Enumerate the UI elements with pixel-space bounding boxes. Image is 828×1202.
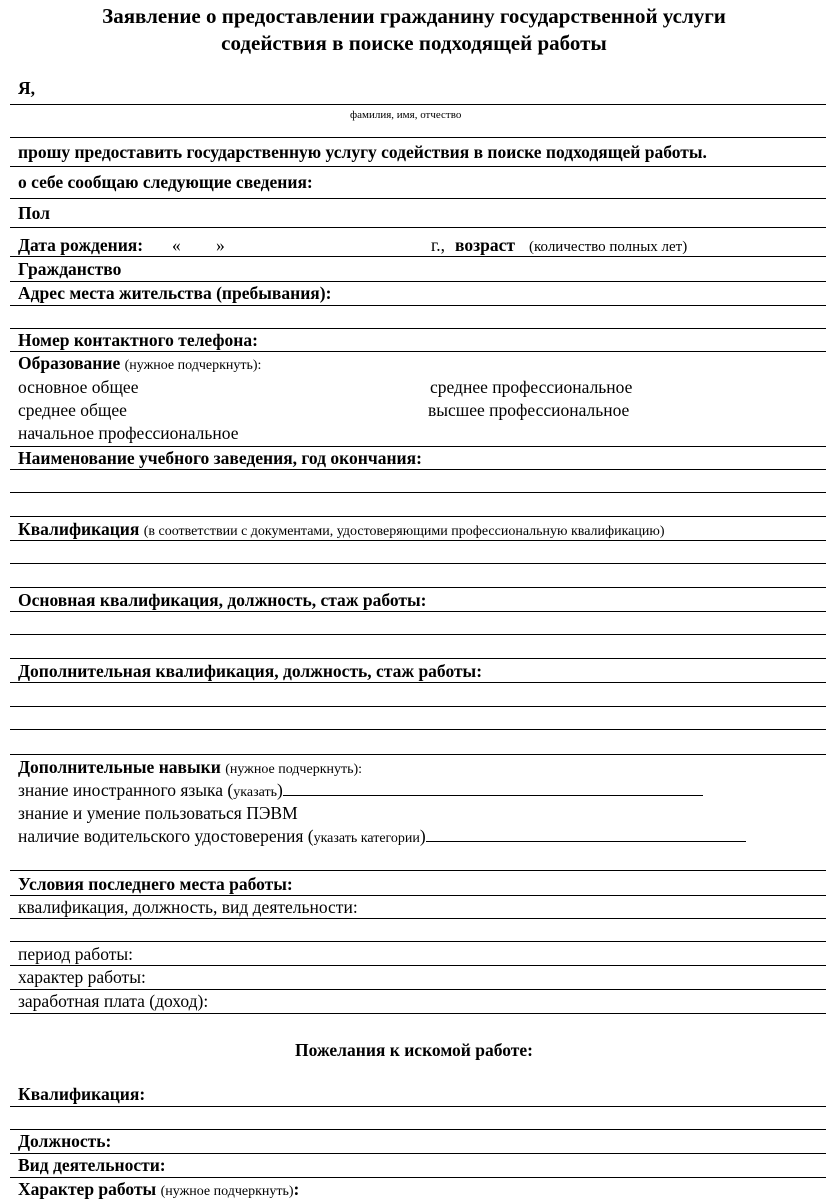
last-job-qualification: квалификация, должность, вид деятельности: [18, 897, 358, 917]
quote-close: » [216, 235, 225, 255]
gender-label: Пол [18, 203, 50, 223]
wish-activity-label: Вид деятельности: [18, 1155, 166, 1175]
additional-qualification-label: Дополнительная квалификация, должность, стаж работы: [18, 661, 483, 681]
address-label: Адрес места жительства (пребывания): [18, 283, 332, 303]
last-job-label: Условия последнего места работы: [18, 874, 293, 894]
last-job-qualification-line-2[interactable] [10, 941, 826, 942]
phone-field-line[interactable] [10, 351, 826, 352]
institution-label: Наименование учебного заведения, год окончания: [18, 448, 422, 468]
last-job-period: период работы: [18, 944, 133, 964]
address-field-line[interactable] [10, 305, 826, 306]
education-hint: (нужное подчеркнуть): [124, 358, 262, 373]
citizenship-field-line[interactable] [10, 281, 826, 282]
additional-qualification-field-line[interactable] [10, 682, 826, 683]
last-job-nature-line[interactable] [10, 989, 826, 990]
qualification-heading [18, 519, 665, 542]
wish-qualification-label: Квалификация: [18, 1084, 146, 1104]
driver-categories-input-line[interactable] [426, 827, 746, 842]
qualification-field-line-2[interactable] [10, 563, 826, 564]
last-job-period-line[interactable] [10, 965, 826, 966]
wishes-header: Пожелания к искомой работе: [295, 1040, 533, 1060]
qualification-hint: (в соответствии с документами, удостоверяющими профессиональную квалификацию) [143, 524, 665, 539]
additional-qualification-field-line-2[interactable] [10, 706, 826, 707]
institution-field-line[interactable] [10, 469, 826, 470]
additional-qualification-field-line-3[interactable] [10, 729, 826, 730]
wish-position-label: Должность: [18, 1131, 112, 1151]
ya-label: Я, [18, 78, 36, 98]
wish-qualification-line-2[interactable] [10, 1129, 826, 1130]
wish-nature-hint: (нужное подчеркнуть) [160, 1184, 294, 1199]
education-option[interactable]: начальное профессиональное [18, 423, 239, 443]
last-job-nature: характер работы: [18, 967, 146, 987]
gender-field-line[interactable] [10, 227, 826, 228]
divider [10, 166, 826, 167]
age-label: возраст [455, 235, 515, 255]
fio-line[interactable] [10, 104, 826, 105]
last-job-qualification-line[interactable] [10, 918, 826, 919]
pc-skill[interactable]: знание и умение пользоваться ПЭВМ [18, 803, 298, 823]
wish-nature-label: Характер работы [18, 1179, 157, 1199]
wish-nature-heading: Характер работы (нужное подчеркнуть): [18, 1179, 300, 1199]
divider [10, 198, 826, 199]
language-input-line[interactable] [283, 781, 703, 796]
divider [10, 446, 826, 447]
education-label: Образование [18, 353, 121, 373]
citizenship-label: Гражданство [18, 259, 122, 279]
main-qualification-label: Основная квалификация, должность, стаж работы: [18, 590, 427, 610]
phone-label: Номер контактного телефона: [18, 330, 258, 350]
skills-label: Дополнительные навыки [18, 757, 221, 777]
divider [10, 895, 826, 896]
qualification-label: Квалификация [18, 519, 140, 539]
document-title-line2: содействия в поиске подходящей работы [221, 31, 607, 55]
language-skill[interactable]: знание иностранного языка (указать) [18, 780, 703, 803]
divider [10, 587, 826, 588]
qualification-field-line[interactable] [10, 540, 826, 541]
divider [10, 658, 826, 659]
age-hint: (количество полных лет) [529, 239, 688, 255]
quote-open: « [172, 235, 181, 255]
skills-hint: (нужное подчеркнуть): [225, 762, 363, 777]
last-job-salary: заработная плата (доход): [18, 991, 209, 1011]
wish-qualification-line[interactable] [10, 1106, 826, 1107]
wish-position-line[interactable] [10, 1153, 826, 1154]
main-qualification-field-line-2[interactable] [10, 634, 826, 635]
address-field-line-2[interactable] [10, 328, 826, 329]
last-job-salary-line[interactable] [10, 1013, 826, 1014]
divider [10, 870, 826, 871]
education-option[interactable]: высшее профессиональное [428, 400, 630, 420]
education-heading [18, 353, 261, 376]
institution-field-line-2[interactable] [10, 492, 826, 493]
divider [10, 137, 826, 138]
birth-date-label: Дата рождения: [18, 235, 144, 255]
education-option[interactable]: среднее профессиональное [430, 377, 633, 397]
year-suffix: г., [431, 235, 445, 255]
fio-hint: фамилия, имя, отчество [350, 109, 462, 121]
skills-heading [18, 757, 362, 780]
divider [10, 516, 826, 517]
driver-license-skill[interactable]: наличие водительского удостоверения (указать категории) [18, 826, 746, 849]
wish-activity-line[interactable] [10, 1177, 826, 1178]
education-option[interactable]: основное общее [18, 377, 139, 397]
education-option[interactable]: среднее общее [18, 400, 127, 420]
main-qualification-field-line[interactable] [10, 611, 826, 612]
about-text: о себе сообщаю следующие сведения: [18, 172, 313, 192]
document-title-line1: Заявление о предоставлении гражданину государственной услуги [102, 4, 726, 28]
request-text: прошу предоставить государственную услугу содействия в поиске подходящей работы. [18, 142, 707, 162]
birth-field-line[interactable] [10, 256, 826, 257]
divider [10, 754, 826, 755]
